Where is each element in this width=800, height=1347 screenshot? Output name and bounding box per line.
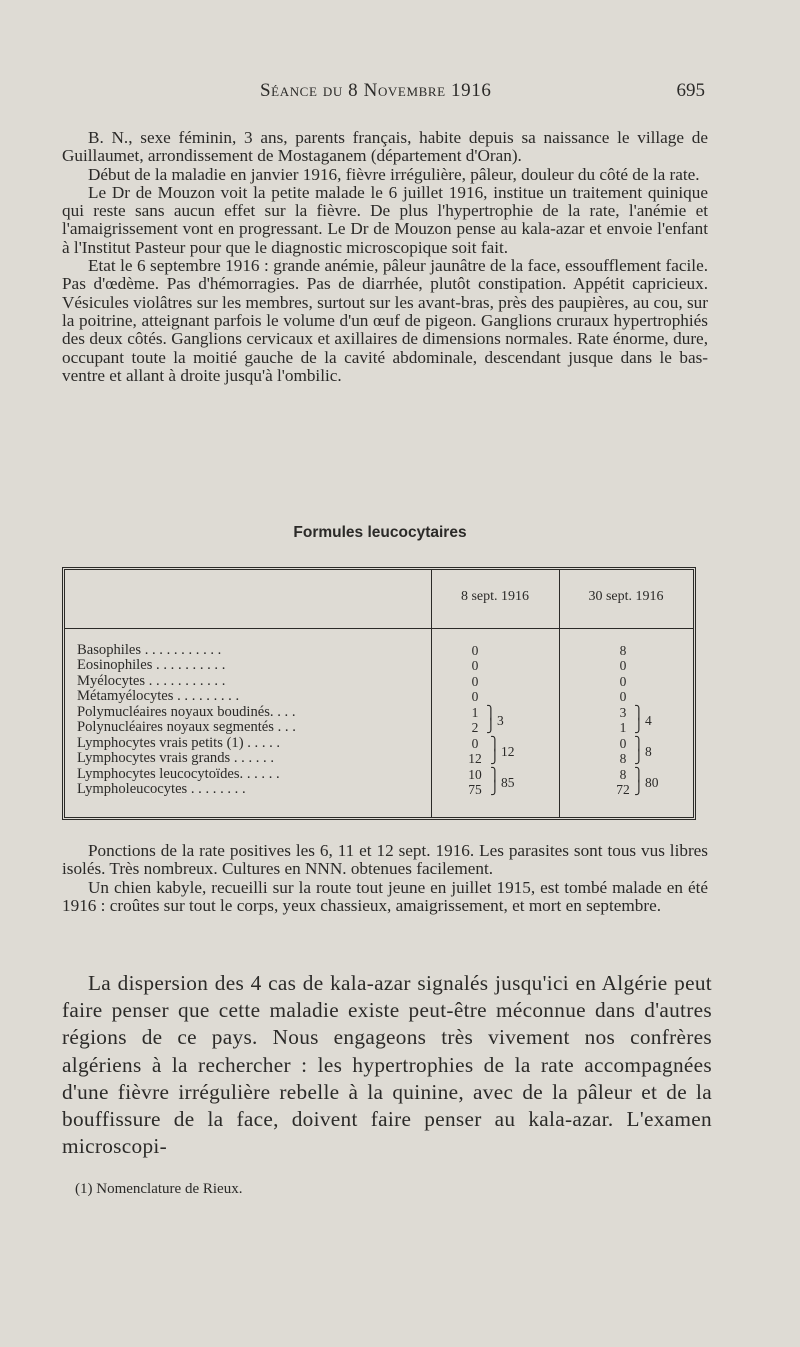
conclusion-text	[62, 970, 712, 1160]
brace: ⎭	[634, 749, 644, 764]
cell-col2: 3	[619, 705, 627, 720]
cell-col2: 0	[619, 689, 627, 704]
row-label: Lympholeucocytes . . . . . . . .	[77, 781, 246, 797]
column-header-8-sept: 8 sept. 1916	[460, 589, 530, 604]
cell-col1: 2	[471, 720, 479, 735]
brace: ⎫	[634, 736, 644, 751]
cell-col1: 1	[471, 705, 479, 720]
cell-col2: 1	[619, 720, 627, 735]
brace: ⎭	[634, 780, 644, 795]
observations-text	[62, 842, 708, 915]
brace: ⎫	[634, 767, 644, 782]
group-total-lymph-col1: 12	[501, 744, 515, 759]
footnote: (1) Nomenclature de Rieux.	[75, 1181, 243, 1197]
cell-col2: 0	[619, 658, 627, 673]
brace: ⎫	[490, 767, 500, 782]
row-label: Lymphocytes vrais petits (1) . . . . .	[77, 735, 281, 751]
page-header	[0, 80, 800, 108]
table-title: Formules leucocytaires	[293, 524, 467, 541]
cell-col2: 8	[619, 643, 627, 658]
running-title: Séance du 8 Novembre 1916	[260, 80, 492, 101]
group-total-leuco-col2: 80	[645, 775, 659, 790]
group-total-poly-col1: 3	[497, 713, 504, 728]
row-label: Polymucléaires noyaux boudinés. . . .	[77, 704, 296, 720]
row-label: Lymphocytes leucocytoïdes. . . . . .	[77, 766, 280, 782]
cell-col1: 0	[471, 658, 479, 673]
case-report-text	[62, 129, 708, 385]
paragraph: Ponctions de la rate positives les 6, 11 et 12 sept. 1916. Les parasites sont tous vus libres isolés. Très nombreux. Cultures en NNN. obtenues facilement.	[62, 841, 708, 879]
paragraph: Etat le 6 septembre 1916 : grande anémie, pâleur jaunâtre de la face, essoufflement facile. Pas d'œdème. Pas d'hémorragies. Pas de diarrhée, plutôt constipation. Appétit capricieux. Vésicules violâtres sur les membres, surtout sur les avant-bras, près des paupières, au cou, sur la poitrine, atteignant parfois le volume d'un œuf de pigeon. Ganglions cruraux hypertrophiés des deux côtés. Ganglions cervicaux et axillaires de dimensions normales. Rate énorme, dure, occupant toute la moitié gauche de la cavité abdominale, descendant jusque dans le bas-ventre et allant à droite jusqu'à l'ombilic.	[62, 256, 708, 385]
row-label: Lymphocytes vrais grands . . . . . .	[77, 750, 274, 766]
paragraph: La dispersion des 4 cas de kala-azar signalés jusqu'ici en Algérie peut faire penser que cette maladie existe peut-être méconnue dans d'autres régions de ce pays. Nous engageons très vivement nos confrères algériens à la rechercher : les hypertrophies de la rate accompagnées d'une fièvre irrégulière rebelle à la quinine, avec de la pâleur et de la bouffissure de la face, doivent faire penser au kala-azar. L'examen microscopi-	[62, 971, 712, 1159]
cell-col1: 75	[468, 782, 482, 797]
paragraph: Un chien kabyle, recueilli sur la route tout jeune en juillet 1915, est tombé malade en été 1916 : croûtes sur tout le corps, yeux chassieux, amaigrissement, et mort en septembre.	[62, 877, 708, 915]
cell-col1: 0	[471, 674, 479, 689]
cell-col1: 10	[468, 767, 482, 782]
brace: ⎭	[486, 718, 496, 733]
row-label: Eosinophiles . . . . . . . . . .	[77, 657, 226, 673]
cell-col2: 0	[619, 674, 627, 689]
cell-col1: 12	[468, 751, 482, 766]
brace: ⎫	[490, 736, 500, 751]
brace: ⎭	[490, 749, 500, 764]
cell-col1: 0	[471, 643, 479, 658]
header-divider	[65, 628, 693, 629]
page-number: 695	[676, 80, 705, 101]
paragraph: Le Dr de Mouzon voit la petite malade le 6 juillet 1916, institue un traitement quinique qui reste sans aucun effet sur la fièvre. De plus l'hypertrophie de la rate, l'anémie et l'amaigrissement vont en progressant. Le Dr de Mouzon pense au kala-azar et envoie l'enfant à l'Institut Pasteur pour que le diagnostic microscopique soit fait.	[62, 182, 708, 257]
brace: ⎭	[634, 718, 644, 733]
cell-col2: 72	[616, 782, 630, 797]
brace: ⎭	[490, 780, 500, 795]
row-label: Polynucléaires noyaux segmentés . . .	[77, 719, 296, 735]
brace: ⎫	[634, 705, 644, 720]
paragraph: Début de la maladie en janvier 1916, fièvre irrégulière, pâleur, douleur du côté de la rate.	[88, 164, 700, 184]
row-label: Myélocytes . . . . . . . . . . .	[77, 673, 226, 689]
cell-col2: 8	[619, 751, 627, 766]
group-total-lymph-col2: 8	[645, 744, 652, 759]
group-total-poly-col2: 4	[645, 713, 652, 728]
cell-col1: 0	[471, 736, 479, 751]
paragraph: B. N., sexe féminin, 3 ans, parents français, habite depuis sa naissance le village de Guillaumet, arrondissement de Mostaganem (département d'Oran).	[62, 128, 708, 166]
row-label: Métamyélocytes . . . . . . . . .	[77, 688, 240, 704]
leucocyte-table	[62, 567, 696, 820]
group-total-leuco-col1: 85	[501, 775, 515, 790]
column-divider	[431, 570, 432, 817]
cell-col2: 0	[619, 736, 627, 751]
cell-col2: 8	[619, 767, 627, 782]
row-label: Basophiles . . . . . . . . . . .	[77, 642, 222, 658]
column-divider	[559, 570, 560, 817]
brace: ⎫	[486, 705, 496, 720]
cell-col1: 0	[471, 689, 479, 704]
column-header-30-sept: 30 sept. 1916	[588, 589, 664, 604]
